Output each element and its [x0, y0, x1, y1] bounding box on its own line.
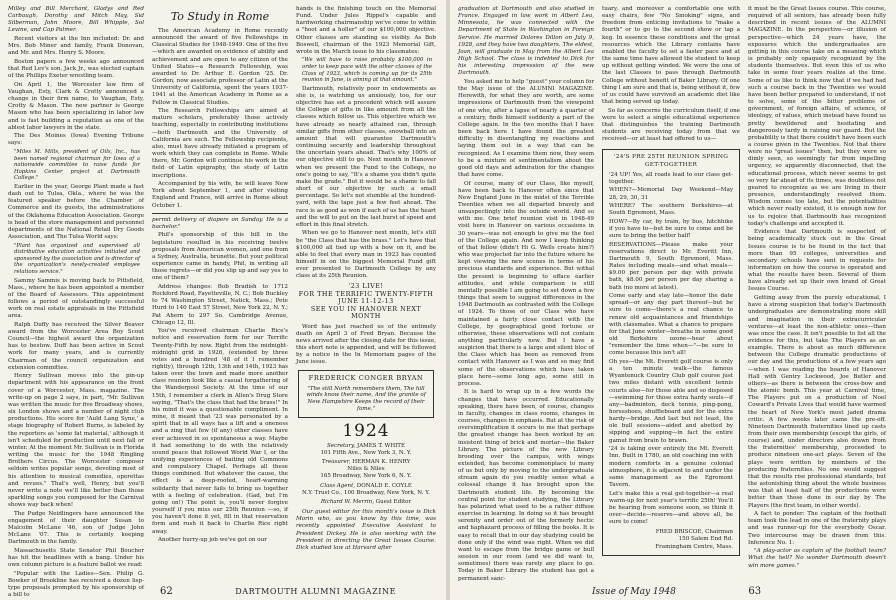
paragraph: permit delivery of diapers on Sunday. He is a bachelor.": [152, 216, 288, 230]
reunion-heading: '24'S PRE 25TH REUNION SPRING GET-TOGETHER: [613, 154, 729, 168]
memorial-name: FREDERICK CONGER BRYAN: [308, 374, 424, 383]
page-number: 63: [748, 586, 762, 597]
reunion-line: Let's make this a real get-together—a real warm-up for next year's terrific 25th! You'll be hearing from someone soon, so think it over—decide—reserve—and above all, be sure to come!: [609, 490, 733, 526]
right-page: [450, 0, 896, 600]
newspaper-quote: "Plant has organized and supervised all distributive education activities initiated and sponsored by the association and is director of the organization's newly-created employee relations service.": [14, 242, 140, 275]
guest-editor: Richard W. Merrin, Guest Editor: [320, 499, 412, 506]
announce-line: '23 LIVE!: [348, 282, 384, 291]
left-column-3: [296, 6, 436, 580]
memorial-verse: "The still North remembers them, The hill winds know their name, And the granite of New Hampshire Keeps the record of their fame.": [306, 385, 426, 412]
paragraph: The Pudge Neidlingers have announced the engagement of their daughter Susan to Malcolm McLane '46, son of Judge John McLane '07. This is certainly keeping Dartmouth in the family.: [8, 510, 144, 546]
paragraph: The Research Fellowships are aimed at mature scholars, preferably those actively teaching, especially in contributing institutions—both Dartmouth and the University of California are such. The Fellowship recipients, also, must have already initiated a program of work which they can complete in Rome. While there, Mr. Gordon will continue his work in the field of Latin epigraphy, the study of Latin inscriptions.: [152, 108, 288, 179]
paragraph: "Popular with the Ladies—Sen. Philip G. Bowker of Brookline has received a dozen lisp-type proposals prompted by his sponsorship of a bill to: [8, 570, 144, 599]
reunion-line: Oh yes—the Mt. Everett golf course is only a ten minute walk—the famous Wyantenuck Country Club golf course just two miles distant with excellent tennis courts also—for those able and so disposed—swimming for those extra hardy souls—if any—badminton, deck tennis, ping-pong, horseshoes, shuffleboard and for the extra hardy—bridge. And last but not least, the ole bull sessions—aided and abetted by sipping and supping—in fact the entire gamut from brain to brawn.: [609, 358, 733, 444]
left-page: [0, 0, 446, 600]
paragraph: Our guest editor for this month's issue is Dick Morin who, as you know by this time, was recently appointed Executive Assistant to President Dickey. He is also working with the President in directing the Great Issues Course. Dick studied law at Harvard after: [296, 509, 436, 551]
reunion-line: '24 is taking over entirely the Mt. Everett Inn. Built in 1780, an old coaching inn with modern comforts in a genuine colonial atmosphere, it is adjacent to and under the same management as the Egremont Tavern.: [609, 446, 733, 488]
announce-line: SEE YOU IN HANOVER NEXT MONTH: [310, 304, 422, 321]
paragraph: You've received chairman Charlie Rice's notice and reservation form for our Terrific Twenty-Fifth by now. Right from the midnight-midnight grid in 1926, (extended by three votes and a hundred '48 of it I remember rightly), through 12th, 13th and 14th, 1923 has taken over the town and made more another class reunion look like a casual forgathering of the Wanderpool Society. At the time of our 15th, I remember a clerk in Allen's Drug Store saying, "That's the class that had the brass!" In his mind it was a questionable compliment. In mine, it meant that '23 was personated by a spirit that in all ways has a lift and a oneness and a zing that few (if any) other classes have ever achieved in so spontaneous a way. Maybe it had something to do with the relatively sound peace that followed World War I, or the unifying experiences of baiting old Commons and compulsory Chapel. Perhaps all these things combined. But whatever the cause, the effect is a deep-rooted, heart-warming solidarity that never fails to bring us together with a feeling of celebration. (Gad, but I'm going on!) The point is, you'll never forgive yourself if you miss our 25th Reunion —so, if you haven't done it yet, fill in that reservation form and rush it back to Charlie Rice right away.: [152, 328, 288, 535]
paragraph: You asked me to help "guest" your column for the May issue of the ALUMNI MAGAZINE. Herewith, for what they are worth, are some impressions of Dartmouth from the viewpoint of one who, after a lapse of nearly a quarter of a century, finds himself suddenly a part of the College again. In the two months that I have been back here I have found the greatest difficulty in disentangling my reactions and laying them out in a way that can be recognized. As I examine them now, they seem to be a mixture of sentimentalism about the good old days and admiration for the changes that have come.: [458, 78, 594, 178]
newspaper-quote: "Miles M. Mills, president of Oils, Inc., has been named regional chairman for Iowa of a nationwide committee to raise funds for Hopkins Center project at Dartmouth College.": [14, 148, 140, 182]
reunion-line: Come early and stay late—honor the date spread—or any day part thereof—but be sure to come—there's a real chance to renew old acquaintances and friendships with classmates. What a chance to prepare for that June winter—breathe in some good old Berkshire ozone—hear about "remember the time when—"—be sure to come because this isn't all!: [609, 293, 733, 357]
class-officer: Treasurer, HERMAN K. HENRY Niles & Niles 165 Broadway, New York 6, N. Y.: [320, 459, 412, 479]
paragraph: it must be the Great Issues course. This course, required of all seniors, has already been fully described in recent issues of the ALUMNI MAGAZINE. In the perspective—or illusion of perspective—which 24 years have, the exposures which the undergraduates are getting in this course take on a meaning which is probably only opaquely recognized by the students themselves. But even this of us who take in some four years realize at the time. Some of us like to think now that if we had had such a course back in the Twenties we would have been better prepared to understand, if not to solve, some of the bitter problems of government, of foreign affairs, of science, of ideology, of values, which instead have found us pretty bewildered and hesitating and dangerously tardy in raising our guard. But the probability is that there couldn't have been such a course given in the Twenties. Not that there were no "great issues" then, but they were so dimly seen, so seemingly far from impelling urgency, so apparently disconnected, that the educational process, which never seems to get so very far ahead of its times, was doubtless not geared to recognize as we are living in their presence, understandingly resolved them. Wisdom comes too late, but the potentialities which never really existed, it is enough now for us to rejoice that Dartmouth has recognized today's challenge and accepted it.: [748, 6, 886, 227]
footer-right: [592, 586, 761, 597]
paragraph: Evidence that Dartmouth is suspected of being academically stuck out in the Great Issues course is to be found in the fact that more than 95 colleges, universities and secondary schools have sent in requests for information on how the course is operated and what the results have been. Several of them have already set up their own brand of Great Issues Course.: [748, 229, 886, 293]
article-heading: To Study in Rome: [170, 10, 270, 23]
paragraph: Of course, many of our Class, like myself, have been back to Hanover often since that New England June in the midst of the Terrible Twenties when we all departed bravely and unsuspectingly into the outside world. And so with me. One brief reunion visit in 1948-49 visit here in Hanover on various occasions in 30 years—was not enough to give me the feel of the College again. And now I keep thinking of that fellow (didn't Hi G. Wells create him?) who was projected far into the future where he kept viewing the new scenes in terms of his precious standards and experience. But withal the present is beginning to efface earlier attitudes, and while comparison is still mentally possible I am going to set down a few things that seem to suggest differences in the 1948 Dartmouth as contrasted with the College of 1924. To those of our Class who have maintained a fairly close contact with the College, by geographical good fortune or otherwise, these observations will not contain anything particularly new. But I have a suspicion that there is a large and silent bloc of the Class which has been as removed from contact with Hanover as I was and so may find some of the observations which have taken place here—some long ago, some still in process.: [458, 180, 594, 387]
paragraph: "A play-actor as captain of the football team? What the hell? No wonder Dartmouth doesn't win more games.": [748, 548, 886, 569]
paragraph: When we go to Hanover next month, let's still be "the Class that has the brass." Let's have that $100,000 all tied up with a bow on it, and be able to feel that every man in 1923 has counted himself in on the biggest Memorial Fund gift ever presented to Dartmouth College by any class at its 25th Reunion.: [296, 230, 436, 280]
paragraph: Word has just reached us of the untimely death on April 3 of Fred Bryan. Because the news arrived after the closing date for this issue, this short note is appended, and will be followed by a notice in the In Memoriam pages of the June issue.: [296, 323, 436, 366]
class-officer: Secretary, JAMES T. WHITE 101 Fifth Ave., New York 3, N. Y.: [320, 442, 412, 456]
left-column-2: [152, 6, 288, 580]
reunion-line: HOW?—By car, by train, by bus, hitchhike if you have to—but be sure to come and be sure to bring the better half!: [609, 218, 733, 240]
right-column-3: [748, 6, 886, 580]
paragraph: Boston papers a few weeks ago announced that Red Lev's son, Jack Jr., was elected captain of the Phillips Exeter wrestling team.: [8, 58, 144, 80]
paragraph: tuary, and moreover a comfortable one with easy chairs, few "No Smoking" signs, and freedom from enticing invitations to "make a fourth" or to go to the second show or tap a keg. In essence these conditions and the great resources which the Library contains have enabled the faculty to set a faster pace and at the same time have allowed the student to keep up without getting winded. We were the one of the last Classes to pass through Dartmouth College without benefit of Baker Library. Of one thing I am sure and that is, being without it, few of us could have survived an academic diet like that being served up today.: [602, 6, 740, 106]
issue-label: Issue of May 1948: [592, 587, 676, 597]
reunion-signature: FRED BRISCOE, Chairman 150 Salem End Rd. Framingham Centre, Mass.: [655, 529, 733, 550]
paragraph: Recent visitors at the Inn included: Dr. and Mrs. Bob Miner and family, Frank Donovan, and Mr. and Mrs. Henry S. Moore.: [8, 36, 144, 57]
class-year-heading: 1924: [342, 420, 390, 441]
paragraph: Milley and Bill Merchant, Gladys and Red Carbaugh, Dorothy and Mitch May, Sid Silberman, John Moore, Bill Whipple, Sol Levine, and Cap Palmer.: [8, 6, 144, 34]
paragraph: Henry Sullivan moves into the pin-up department with his appearance on the front cover of a Worcester, Mass. magazine. The write-up on page 2 says, in part, "Mr. Sullivan was written the music for five Broadway shows, six London shows and a number of night club productions. His score for 'Auld Lang Syne,' a stage biography of Robert Burns, is labeled by the reporters as 'some fat material,' although it isn't scheduled for production until next fall or winter. At the moment Mr. Sullivan is in Florida writing the music for the 1948 Ringling Brothers Circus. The Worcester composer seldom writes popular songs, devoting most of his attention to musical comedies, operettas and revues." That's well, Henry, but you'll never write a note we'll like better than those sparkling songs you composed for the Carnival shows way back when!: [8, 373, 144, 509]
divider: [152, 213, 288, 214]
paragraph: The Des Moines (Iowa) Evening Tribune says:: [8, 133, 144, 147]
magazine-title: DARTMOUTH ALUMNI MAGAZINE: [235, 587, 397, 596]
class-officer: Class Agent, DONALD E. COYLE N.Y. Trust Co., 100 Broadway, New York, N. Y.: [302, 482, 430, 496]
paragraph: Sammy Sammis is moving back to Pittsfield, Mass., where he has been appointed a member of the Board of Assessors. This appointment follows a period of outstandingly successful work on real estate appraisals in the Pittsfield area.: [8, 277, 144, 320]
paragraph: A fact to ponder: The captain of the football team took the lead in one of the fraternity plays and was runner-up for the everybody Oscar. Two intercourse may be drawn from this. Inference No. 1:: [748, 511, 886, 546]
reunion-line: WHEN?—Memorial Day Weekend—May 28, 29, 30, 31: [609, 187, 733, 201]
memorial-box: [298, 370, 434, 417]
paragraph: Getting away from the purely educational, I have a strong suspicion that today's Dartmouth undergraduates are demonstrating more skill and imagination in their extracurricular ventures—at least the non-athletic ones—than was once the case. It isn't possible to list all the evidence for this, but take The Players as an example. There is about as much difference between the College dramatic productions of our day and the productions of a few years ago—when I was reading the boards of Hanover Hall with Gentry Lockwood, Joe Butler and others—as there is between the cross-bow and the atomic bomb. This year at Carnival time, The Players put on a production of Noel Coward's Private Lives that would have warmed the heart of New York's most jaded drama critic. A few weeks later came the pre-off. Nineteen Dartmouth fraternities lined up casts from their own membership (except the girls, of course) and, under directors also drawn from the fraternities' membership, proceeded to produce nineteen one-act plays. Seven of the plays were written by members of the producing fraternities. No one would suggest that the results rise professional standards, but the astonishing thing about the whole business was that at least half of the productions were better than those done in our day by The Players (the first team, in other words).: [748, 295, 886, 509]
footer-left: [160, 586, 396, 597]
right-column-2: [602, 6, 740, 580]
announce-line: JUNE 11-12-13: [338, 297, 394, 306]
reunion-line: RESERVATIONS—Please make your reservations direct to Mr. Everitt Inn, Dartmouth 9, South Egremont, Mass. Rates including meals—and what meals—$9.00 per person per day with private bath, $8.00 per person per day sharing a bath (no more at latest).: [609, 241, 733, 291]
paragraph: The American Academy in Rome recently announced the award of five Fellowships in Classical Studies for 1948-1949. One of the five—which are awarded on evidence of ability and achievement and are open to any citizen of the United States—a Research Fellowship, was awarded to Dr. Arthur E. Gordon '25. Dr. Gordon, now associate professor of Latin at the University of California, spent the years 1937-1941 at the American Academy in Rome as a Fellow in Classical Studies.: [152, 28, 288, 106]
paragraph: Another hurry-up job we've got on our: [158, 537, 267, 544]
paragraph: Accompanied by his wife, he will leave New York about September 1, and after visiting England and France, will arrive in Rome about October 1.: [152, 181, 288, 209]
reunion-box: [602, 149, 740, 555]
paragraph: So far as concerns the curriculum itself, if one were to select a single educational experience that distinguishes the training Dartmouth students are receiving today from that we received—or at least had offered to us—: [602, 107, 740, 143]
paragraph: Phil's sponsorship of this bill in the legislature resulted in his receiving twelve proposals from American women, and one from a Sydney, Australia, brunette. But your political experience came in handy, Phil, in writing all those regrets—or did you slip up and say yes to one of them?: [152, 232, 288, 282]
newspaper-quote: "We will have to raise probably $100,000 in order to keep pace with the other classes of the Class of 1923, which is coming up for its 25th reunion in June, is aiming at that amount.": [302, 57, 432, 84]
paragraph: On April 1, the Worcester law firm of Vaughan, Esty, Clark & Crotty announced a change in their firm name, to Vaughan, Esty, Crotty & Mason. The new partner is George Mason who has been specializing in labor law and is fast building a reputation as one of the ablest labor lawyers in the state.: [8, 81, 144, 131]
paragraph: hands is the finishing touch on the Memorial Fund. Under Jules Rippel's capable and hardworking chairmanship we've come to within a "hoot and a holler" of our $100,000 objective. Other classes are standing us visibly. As Bob Boswell, chairman of the 1923 Memorial Gift, wrote in the March issue to his classmates:: [296, 6, 436, 55]
reunion-announcement: [296, 283, 436, 320]
reunion-line: '24 UP! Yes, all roads lead to our class get-together.: [609, 171, 733, 185]
paragraph: Massachusetts State Senator Phil Boucher has hit the headlines with a bang. Under his own column picture is a feature ballot we read:: [8, 547, 144, 569]
paragraph: Dartmouth, relatively poor in endowments as she is, is watching us anxiously, too, for our objective has set a precedent which will assure the College of gifts in like amount from all the classes which follow us. This objective which we have already so nearly attained can, through similar gifts from other classes, snowball into an amount that will guarantee Dartmouth's continuing security and leadership throughout the uncertain years ahead. That's why 100% of our objective still to go. Next month in Hanover when we present the Fund to the College, no one's going to say, "It's a shame you didn't quite make the grade." But it would be a shame to fall short of our objective by such a small percentage. So let's not stumble at the hundred-yard, with the tape just a few feet ahead. The race is as good as won if each of us has the heart and the will to put on the last burst of speed and effort in this final stretch.: [296, 85, 436, 228]
paragraph: graduation at Dartmouth and also studied in France. Engaged in law work in Albert Lea, Minnesota, he was connected with the Department of State in Washington in Foreign Service. He married Dolores Dillon on July 9, 1928, and they have two daughters. The eldest, Joan, will graduate in May from the Albert Lea High School. The class is indebted to Dick for his interesting impression of the new Dartmouth.: [458, 6, 594, 77]
paragraph: Address changes: Bob Bradish to 1712 Rockford Road, Fayetteville, N. C.; Bob Buckley to 74 Washington Street, Natick, Mass.; Pete Hurd to 140 East 57 Street, New York 22, N. Y.; Pat Ahern to 297 So. Cambridge Avenue, Chicago 12, Ill.: [152, 283, 288, 326]
announce-line: FOR THE TERRIFIC TWENTY-FIFTH: [298, 289, 434, 298]
reunion-line: WHERE? The southern Berkshires—at South Egremont, Mass.: [609, 203, 733, 217]
right-column-1: [458, 6, 594, 580]
left-column-1: [8, 6, 144, 599]
page-number: 62: [160, 586, 173, 597]
paragraph: Ralph Duffy has received the Silver Beaver award from the Worcester Area Boy Scout Council—the highest award the organization has to bestow. Duff has been active in Scout work for many years, and is currently Chairman of the council organization and extension committee.: [8, 321, 144, 371]
paragraph: Earlier in the year, George Plant made a fast dash out to Tulsa, Okla., where he was the featured speaker before the Chamber of Commerce and its guests, the administrations of the Oklahoma Education Association. George is head of the store management and personnel departments of the National Retail Dry Goods Association, and The Tulsa World says:: [8, 183, 144, 240]
paragraph: It is hard to wrap up in a few words the changes that have occurred. Educationally speaking, there have been, of course, changes in faculty, changes in class rooms, changes in courses, changes in emphasis. But at the risk of oversimplification it occurs to me that perhaps the greatest change has been worked by an insistent thing of brick and mortar—the Baker Library. The picture of the new Library brooding over the campus, with wings extended, has become commonplace to many of us but only by moving to the undergraduate stream again do you readily sense what a colossal change it has brought upon the Dartmouth student life. By becoming the central point for student studying, the Library has polarized what used to be a rather diffuse exercise in learning. In doing so it has brought serenity and order out of the formerly hectic and haphazard process of filling the books. It is easy to recall that in our day studying could be done only if the wind was right. When we did want to escape from the bridge game or bull session in our room (and we did want to, sometimes) there was rarely any place to go. Today in Baker Library the student has got a permanent sanc-: [458, 389, 594, 582]
